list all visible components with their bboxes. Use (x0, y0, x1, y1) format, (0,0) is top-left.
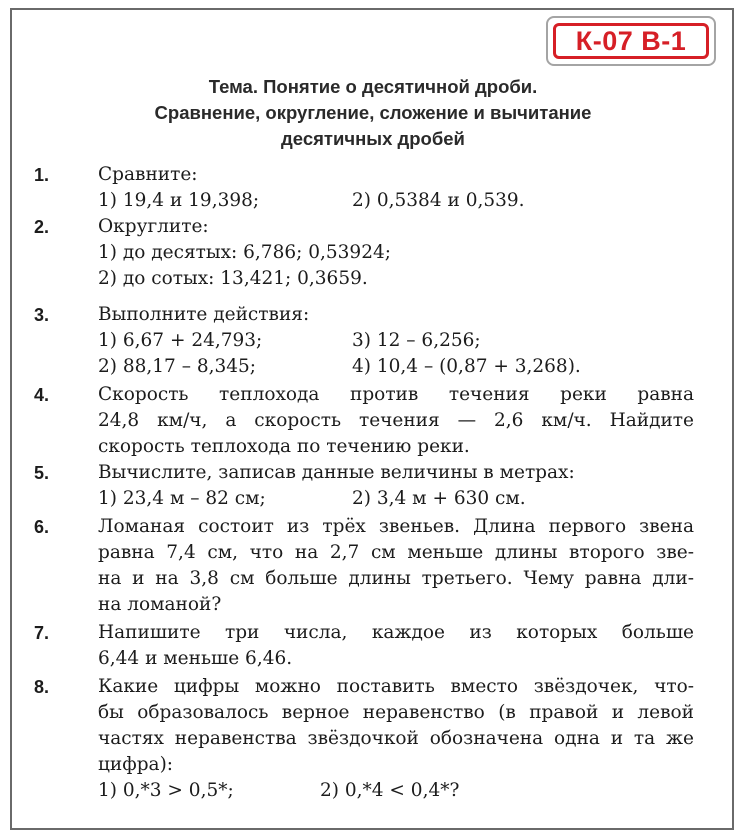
task-5-instruction: Вычислите, записав данные величины в метрах: (98, 462, 575, 483)
task-7-line-2: 6,44 и меньше 6,46. (98, 648, 293, 669)
task-1-part-1: 1) 19,4 и 19,398; (98, 190, 260, 211)
task-7-number: 7. (34, 623, 50, 643)
task-3-part-4: 4) 10,4 – (0,87 + 3,268). (352, 356, 581, 377)
task-1-part-2: 2) 0,5384 и 0,539. (352, 190, 525, 211)
task-2-number: 2. (34, 217, 50, 237)
task-6-line-3: на и на 3,8 см больше длины третьего. Чему равна дли- (98, 568, 694, 589)
task-3-part-3: 3) 12 – 6,256; (352, 330, 481, 351)
task-1-number: 1. (34, 165, 50, 185)
task-3-number: 3. (34, 305, 50, 325)
task-3-instruction: Выполните действия: (98, 304, 310, 325)
task-1-instruction: Сравните: (98, 164, 198, 185)
task-4-line-1: Скорость теплохода против течения реки равна (98, 384, 694, 405)
topic-heading (0, 74, 746, 152)
task-4-line-2: 24,8 км/ч, а скорость течения — 2,6 км/ч. Найдите (98, 410, 694, 431)
topic-line-3: десятичных дробей (281, 128, 465, 149)
task-7-line-1: Напишите три числа, каждое из которых больше (98, 622, 694, 643)
task-5-part-1: 1) 23,4 м – 82 см; (98, 488, 266, 509)
task-8-line-1: Какие цифры можно поставить вместо звёздочек, что- (98, 676, 694, 697)
task-8-line-3: частях неравенства звёздочкой обозначена одна и та же (98, 728, 694, 749)
task-6-line-4: на ломаной? (98, 594, 222, 615)
task-6-number: 6. (34, 517, 50, 537)
task-2-instruction: Округлите: (98, 216, 209, 237)
task-2-part-1: 1) до десятых: 6,786; 0,53924; (98, 242, 391, 263)
task-5-part-2: 2) 3,4 м + 630 см. (352, 488, 526, 509)
task-8-part-2: 2) 0,*4 < 0,4*? (320, 780, 460, 801)
task-8-line-2: бы образовалось верное неравенство (в правой и левой (98, 702, 694, 723)
task-8-part-1: 1) 0,*3 > 0,5*; (98, 780, 234, 801)
variant-badge-label: К-07 В-1 (553, 23, 709, 59)
variant-badge (546, 16, 716, 66)
task-4-number: 4. (34, 385, 50, 405)
task-8-number: 8. (34, 677, 50, 697)
task-3-part-2: 2) 88,17 – 8,345; (98, 356, 257, 377)
topic-line-2: Сравнение, округление, сложение и вычитание (154, 102, 592, 123)
task-6-line-1: Ломаная состоит из трёх звеньев. Длина первого звена (98, 516, 694, 537)
task-3-part-1: 1) 6,67 + 24,793; (98, 330, 263, 351)
task-4-line-3: скорость теплохода по течению реки. (98, 436, 470, 457)
task-8-line-4: цифра): (98, 754, 174, 775)
task-2-part-2: 2) до сотых: 13,421; 0,3659. (98, 268, 368, 289)
task-6-line-2: равна 7,4 см, что на 2,7 см меньше длины второго зве- (98, 542, 694, 563)
topic-line-1: Тема. Понятие о десятичной дроби. (208, 76, 538, 97)
task-5-number: 5. (34, 463, 50, 483)
